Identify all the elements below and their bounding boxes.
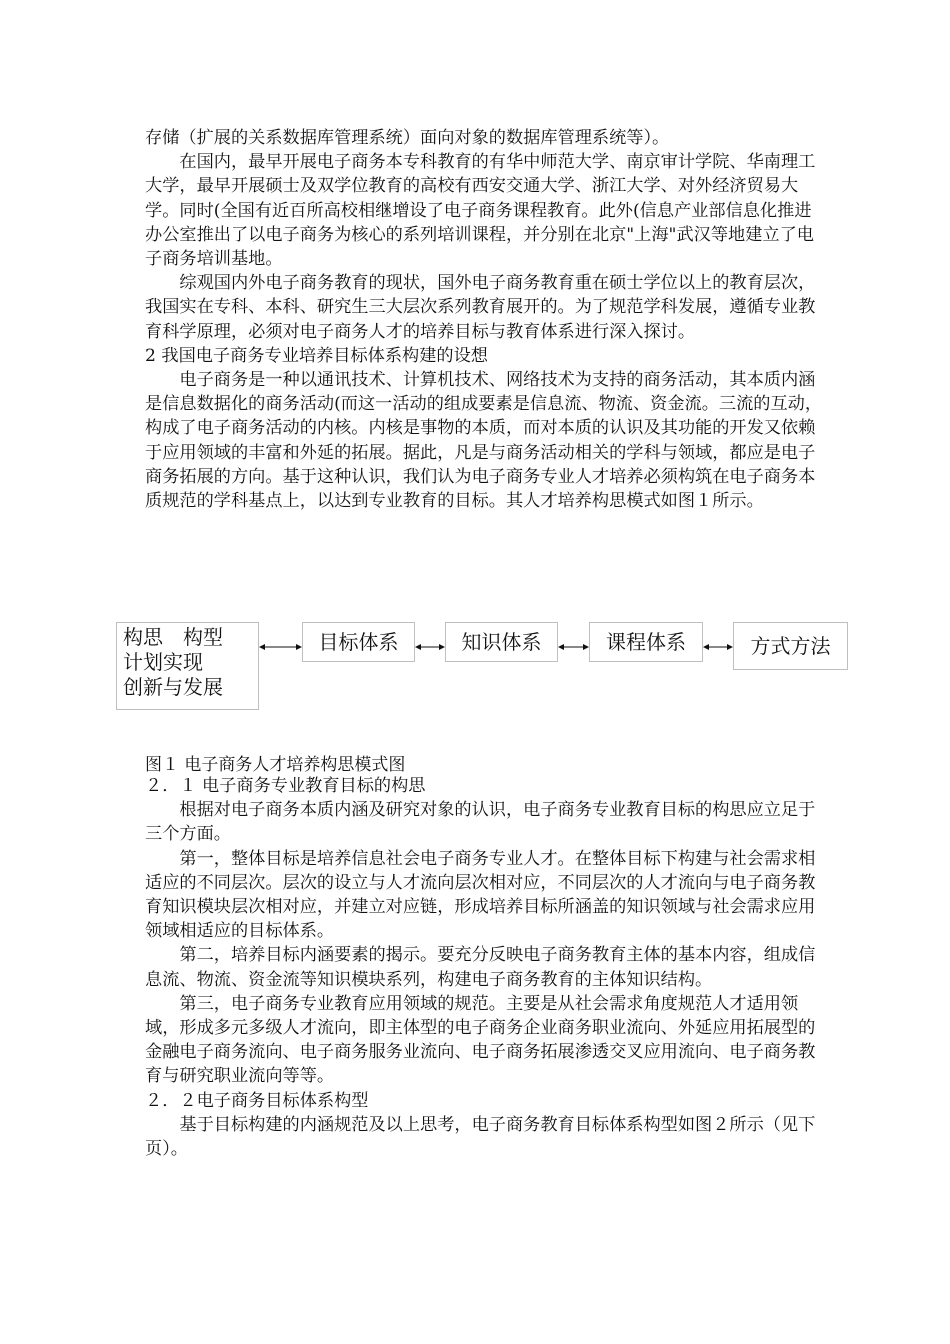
paragraph: 综观国内外电子商务教育的现状，国外电子商务教育重在硕士学位以上的教育层次，我国实在专科、本科、研究生三大层次系列教育展开的。为了规范学科发展，遵循专业教育科学原理，必须对电子商务人才的培养目标与教育体系进行深入探讨。 <box>145 273 816 342</box>
paragraph: 在国内，最早开展电子商务本专科教育的有华中师范大学、南京审计学院、华南理工大学，最早开展硕士及双学位教育的高校有西安交通大学、浙江大学、对外经济贸易大学。同时(全国有近百所高校相继增设了电子商务课程教育。此外(信息产业部信息化推进办公室推出了以电子商务为核心的系列培训课程，并分别在北京"上海"武汉等地建立了电子商务培训基地。 <box>145 152 816 270</box>
paragraph: 第一，整体目标是培养信息社会电子商务专业人才。在整体目标下构建与社会需求相适应的不同层次。层次的设立与人才流向层次相对应，不同层次的人才流向与电子商务教育知识模块层次相对应，并建立对应链，形成培养目标所涵盖的知识领域与社会需求应用领域相适应的目标体系。 <box>145 848 816 942</box>
bottom-text-block <box>145 774 825 1161</box>
section-heading: ２．１ 电子商务专业教育目标的构思 <box>145 776 426 796</box>
section-heading: ２．２电子商务目标体系构型 <box>145 1090 369 1111</box>
section-heading: 2 我国电子商务专业培养目标体系构建的设想 <box>145 345 488 366</box>
bidirectional-arrow-icon <box>259 641 302 653</box>
paragraph: 电子商务是一种以通讯技术、计算机技术、网络技术为支持的商务活动，其本质内涵是信息数据化的商务活动(而这一活动的组成要素是信息流、物流、资金流。三流的互动，构成了电子商务活动的内核。内核是事物的本质，而对本质的认识及其功能的开发又依赖于应用领域的丰富和外延的拓展。据此，凡是与商务活动相关的学科与领域，都应是电子商务拓展的方向。基于这种认识，我们认为电子商务专业人才培养必须构筑在电子商务本质规范的学科基点上，以达到专业教育的目标。其人才培养构思模式如图１所示。 <box>145 370 823 512</box>
paragraph: 根据对电子商务本质内涵及研究对象的认识，电子商务专业教育目标的构思应立足于三个方面。 <box>145 800 816 845</box>
diagram-box-concept <box>116 622 259 710</box>
figure-caption: 图１ 电子商务人才培养构思模式图 <box>145 755 406 775</box>
diagram-box-knowledge-system <box>445 622 558 662</box>
paragraph: 基于目标构建的内涵规范及以上思考，电子商务教育目标体系构型如图２所示（见下页）。 <box>145 1114 816 1160</box>
top-text-block <box>145 126 825 513</box>
box-label: 课程体系 <box>606 629 686 654</box>
box-line: 计划实现 <box>123 650 203 674</box>
box-label: 目标体系 <box>318 629 399 654</box>
diagram-box-methods <box>733 622 848 670</box>
bidirectional-arrow-icon <box>558 641 589 653</box>
diagram-box-course-system <box>589 622 703 662</box>
box-label: 方式方法 <box>750 633 831 658</box>
diagram-box-goal-system <box>302 622 415 662</box>
paragraph: 第三，电子商务专业教育应用领域的规范。主要是从社会需求角度规范人才适用领域，形成多元多级人才流向，即主体型的电子商务企业商务职业流向、外延应用拓展型的金融电子商务流向、电子商务服务业流向、电子商务拓展渗透交叉应用流向、电子商务教育与研究职业流向等等。 <box>145 993 816 1087</box>
paragraph: 第二，培养目标内涵要素的揭示。要充分反映电子商务教育主体的基本内容，组成信息流、物流、资金流等知识模块系列，构建电子商务教育的主体知识结构。 <box>145 945 816 990</box>
box-line: 构思 构型 <box>123 625 223 649</box>
paragraph: 存储（扩展的关系数据库管理系统）面向对象的数据库管理系统等）。 <box>145 128 670 148</box>
box-line: 创新与发展 <box>123 675 223 699</box>
box-label: 知识体系 <box>461 629 542 654</box>
bidirectional-arrow-icon <box>415 641 445 653</box>
bidirectional-arrow-icon <box>703 641 733 653</box>
